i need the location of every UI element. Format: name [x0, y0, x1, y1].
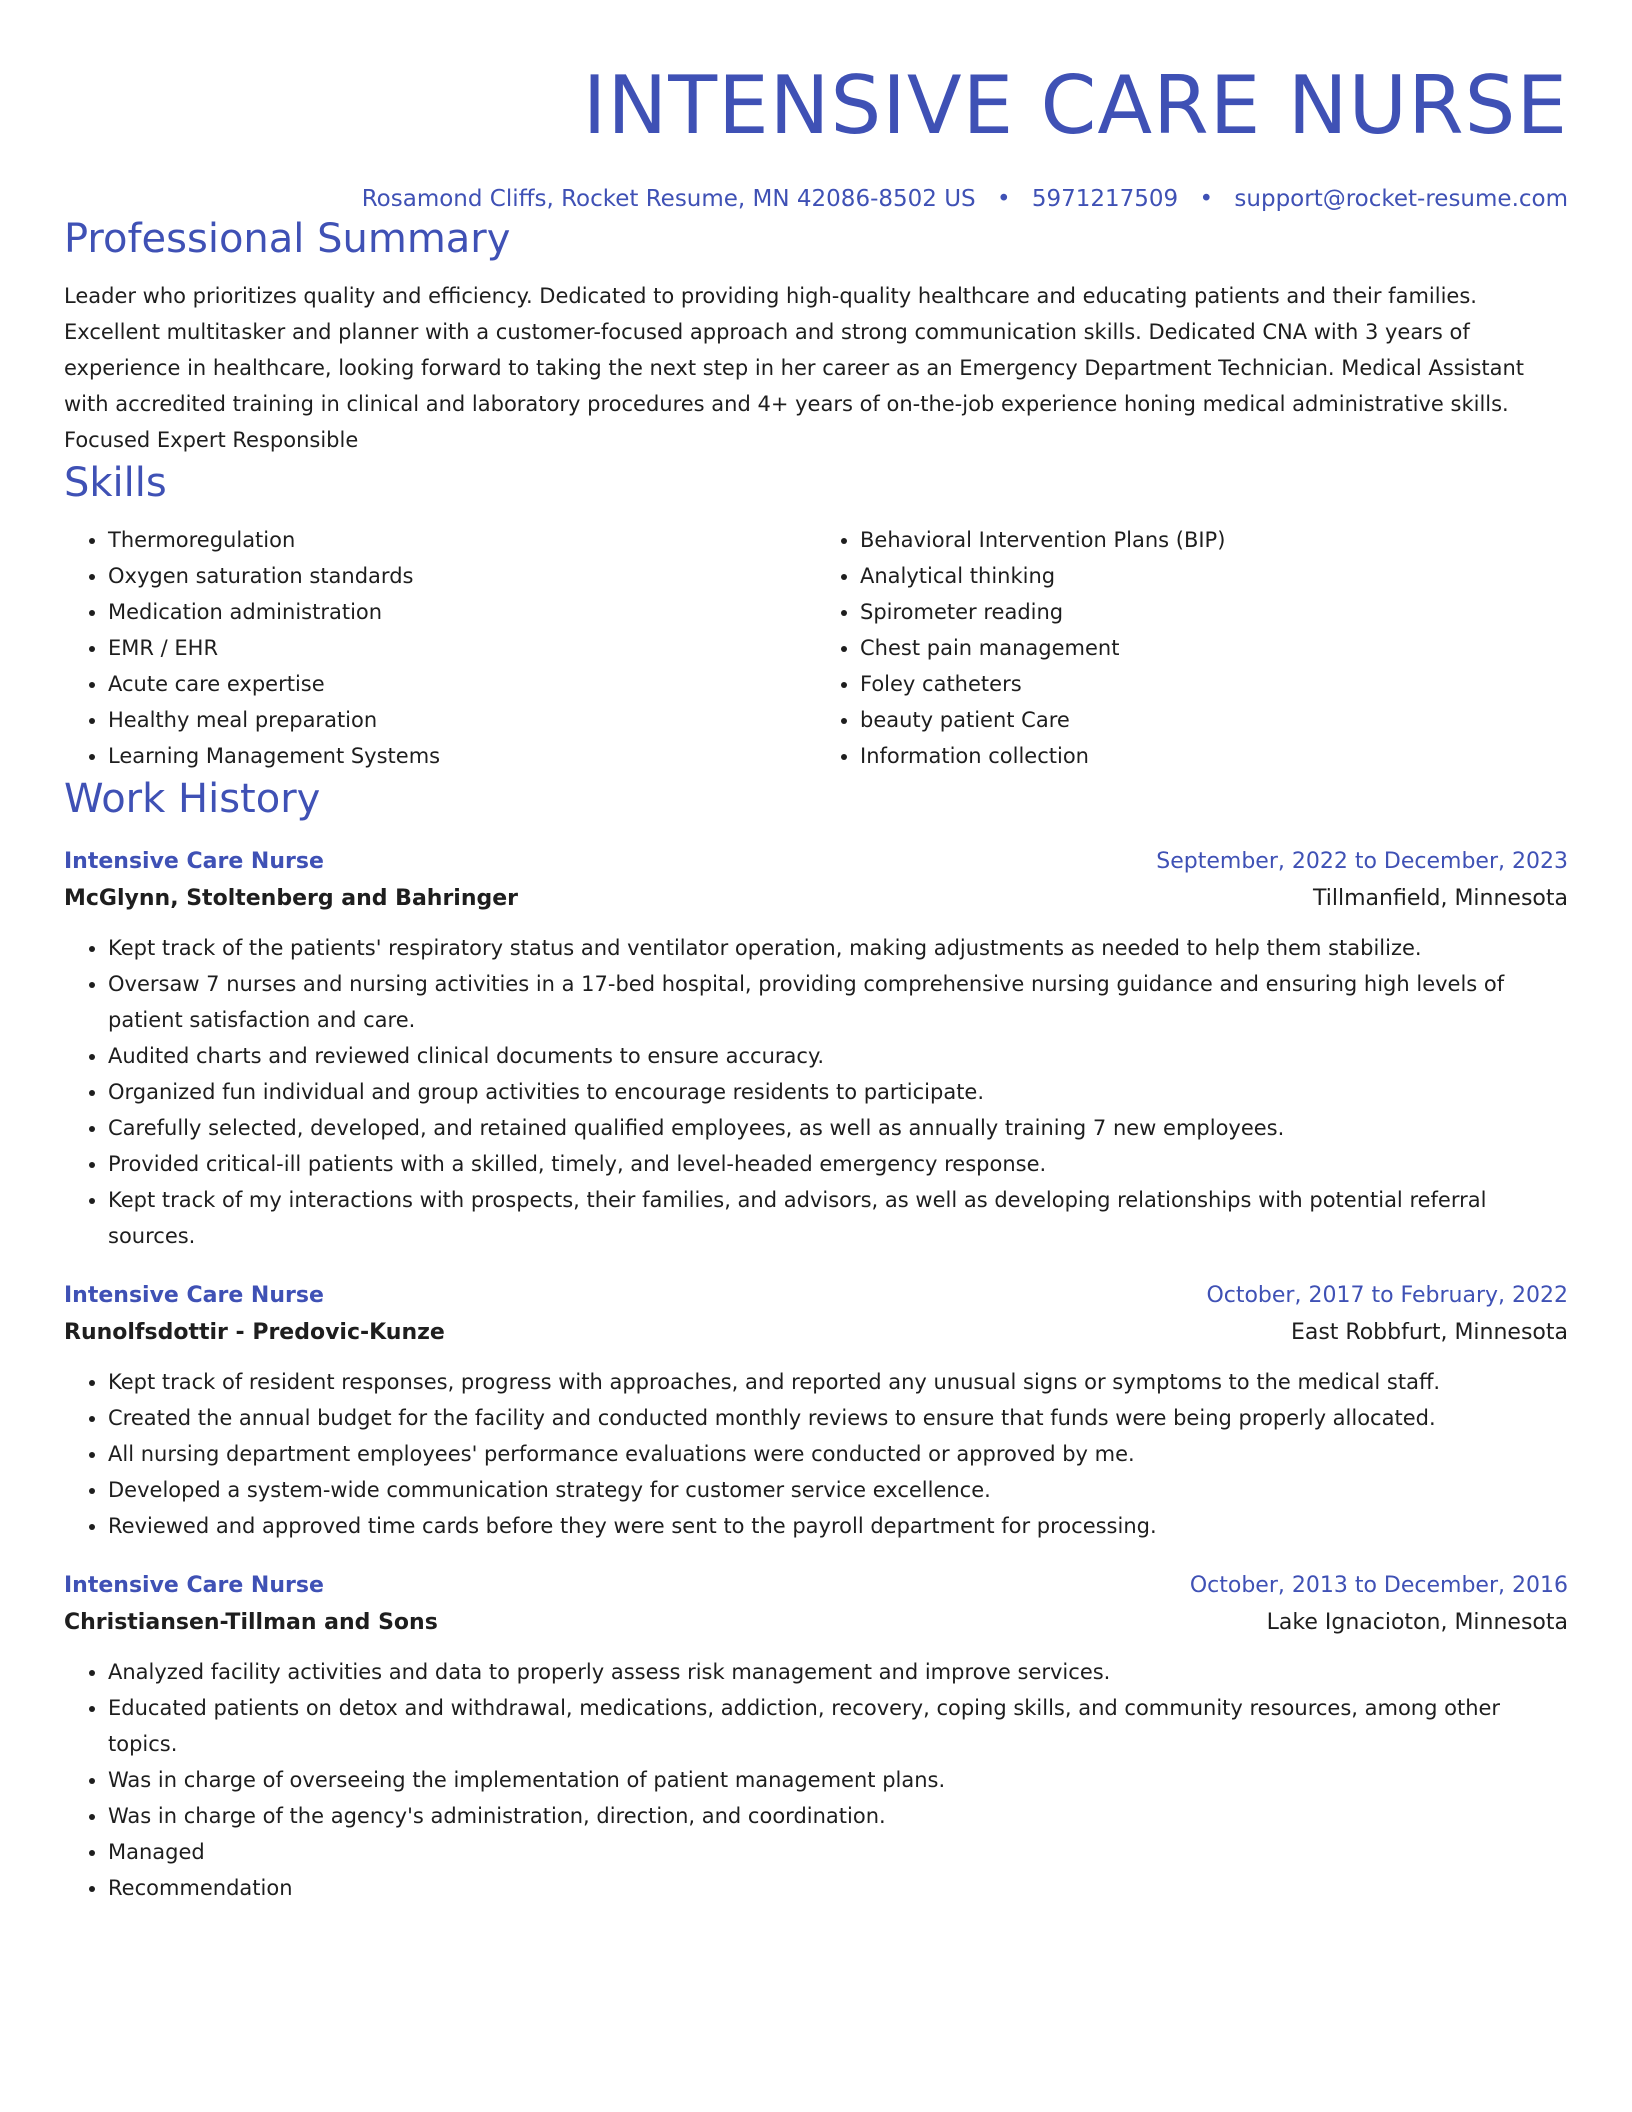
job-bullet: • Kept track of my interactions with prospects, their families, and advisors, as well as developing relationships with potential referral sources.: [108, 1182, 1568, 1254]
resume-title: INTENSIVE CARE NURSE: [582, 59, 1568, 152]
skills-list: [64, 522, 1568, 774]
job-header-row: [64, 1568, 1568, 1604]
job-bullet: • All nursing department employees' performance evaluations were conducted or approved by me.: [108, 1436, 1568, 1472]
job-bullet: • Developed a system-wide communication strategy for customer service excellence.: [108, 1472, 1568, 1508]
job-entry: [64, 1278, 1568, 1544]
skill-item: • Acute care expertise: [108, 666, 816, 702]
contact-line: [64, 184, 1568, 214]
job-bullet: • Analyzed facility activities and data to properly assess risk management and improve services.: [108, 1654, 1568, 1690]
job-bullet: • Reviewed and approved time cards before they were sent to the payroll department for processing.: [108, 1508, 1568, 1544]
section-heading-skills: Skills: [64, 460, 167, 506]
job-bullet: • Provided critical-ill patients with a skilled, timely, and level-headed emergency response.: [108, 1146, 1568, 1182]
job-bullet: • Audited charts and reviewed clinical documents to ensure accuracy.: [108, 1038, 1568, 1074]
job-bullet: • Kept track of the patients' respiratory status and ventilator operation, making adjustments as needed to help them stabilize.: [108, 930, 1568, 966]
job-bullet: • Created the annual budget for the facility and conducted monthly reviews to ensure that funds were being properly allocated.: [108, 1400, 1568, 1436]
skill-item: • Analytical thinking: [860, 558, 1568, 594]
job-employer-row: [64, 880, 1568, 918]
job-bullet: • Recommendation: [108, 1870, 1568, 1906]
skill-item: • Thermoregulation: [108, 522, 816, 558]
job-dates: October, 2017 to February, 2022: [1206, 1283, 1568, 1308]
section-heading-work-history: Work History: [64, 776, 321, 822]
skill-item: • EMR / EHR: [108, 630, 816, 666]
skills-column-left: [64, 522, 816, 774]
job-company: McGlynn, Stoltenberg and Bahringer: [64, 886, 519, 911]
job-bullet: • Organized fun individual and group activities to encourage residents to participate.: [108, 1074, 1568, 1110]
job-bullet: • Kept track of resident responses, progress with approaches, and reported any unusual signs or symptoms to the medical staff.: [108, 1364, 1568, 1400]
job-header-row: [64, 844, 1568, 880]
job-location: Tillmanfield, Minnesota: [1313, 886, 1568, 911]
work-history-list: [64, 844, 1568, 1906]
job-bullets: [64, 1654, 1568, 1906]
skill-item: • Spirometer reading: [860, 594, 1568, 630]
job-location: Lake Ignacioton, Minnesota: [1266, 1610, 1568, 1635]
job-title: Intensive Care Nurse: [64, 1283, 324, 1308]
job-entry: [64, 844, 1568, 1254]
contact-phone: 5971217509: [1031, 186, 1179, 212]
skill-item: • Learning Management Systems: [108, 738, 816, 774]
job-title: Intensive Care Nurse: [64, 1573, 324, 1598]
job-entry: [64, 1568, 1568, 1906]
job-company: Christiansen-Tillman and Sons: [64, 1610, 438, 1635]
skill-item: • Oxygen saturation standards: [108, 558, 816, 594]
skill-item: • Healthy meal preparation: [108, 702, 816, 738]
job-company: Runolfsdottir - Predovic-Kunze: [64, 1320, 445, 1345]
job-bullets: [64, 1364, 1568, 1544]
summary-text: Leader who prioritizes quality and efficiency. Dedicated to providing high-quality healthcare and educating patients and their families. Excellent multitasker and planner with a customer-focused approach and strong communication skills. Dedicated CNA with 3 years of experience in healthcare, looking forward to taking the next step in her career as an Emergency Department Technician. Medical Assistant with accredited training in clinical and laboratory procedures and 4+ years of on-the-job experience honing medical administrative skills. Focused Expert Responsible: [64, 284, 1525, 452]
skill-item: • Behavioral Intervention Plans (BIP): [860, 522, 1568, 558]
skill-item: • Medication administration: [108, 594, 816, 630]
job-dates: September, 2022 to December, 2023: [1156, 849, 1568, 874]
job-bullet: • Educated patients on detox and withdrawal, medications, addiction, recovery, coping skills, and community resources, among other topics.: [108, 1690, 1568, 1762]
job-bullet: • Was in charge of overseeing the implementation of patient management plans.: [108, 1762, 1568, 1798]
skill-item: • Information collection: [860, 738, 1568, 774]
section-heading-summary: Professional Summary: [64, 216, 511, 262]
job-bullets: [64, 930, 1568, 1254]
job-employer-row: [64, 1314, 1568, 1352]
contact-email: support@rocket-resume.com: [1234, 186, 1568, 212]
job-dates: October, 2013 to December, 2016: [1189, 1573, 1568, 1598]
skills-column-right: [816, 522, 1568, 774]
skill-item: • Foley catheters: [860, 666, 1568, 702]
skill-item: • Chest pain management: [860, 630, 1568, 666]
job-bullet: • Carefully selected, developed, and retained qualified employees, as well as annually training 7 new employees.: [108, 1110, 1568, 1146]
contact-separator: •: [1199, 186, 1214, 212]
contact-address: Rosamond Cliffs, Rocket Resume, MN 42086-8502 US: [361, 186, 976, 212]
job-location: East Robbfurt, Minnesota: [1290, 1320, 1568, 1345]
resume-page: [64, 0, 1568, 1906]
skill-item: • beauty patient Care: [860, 702, 1568, 738]
job-title: Intensive Care Nurse: [64, 849, 324, 874]
job-bullet: • Was in charge of the agency's administration, direction, and coordination.: [108, 1798, 1568, 1834]
job-employer-row: [64, 1604, 1568, 1642]
job-header-row: [64, 1278, 1568, 1314]
job-bullet: • Oversaw 7 nurses and nursing activities in a 17-bed hospital, providing comprehensive nursing guidance and ensuring high levels of patient satisfaction and care.: [108, 966, 1568, 1038]
contact-separator: •: [996, 186, 1011, 212]
job-bullet: • Managed: [108, 1834, 1568, 1870]
